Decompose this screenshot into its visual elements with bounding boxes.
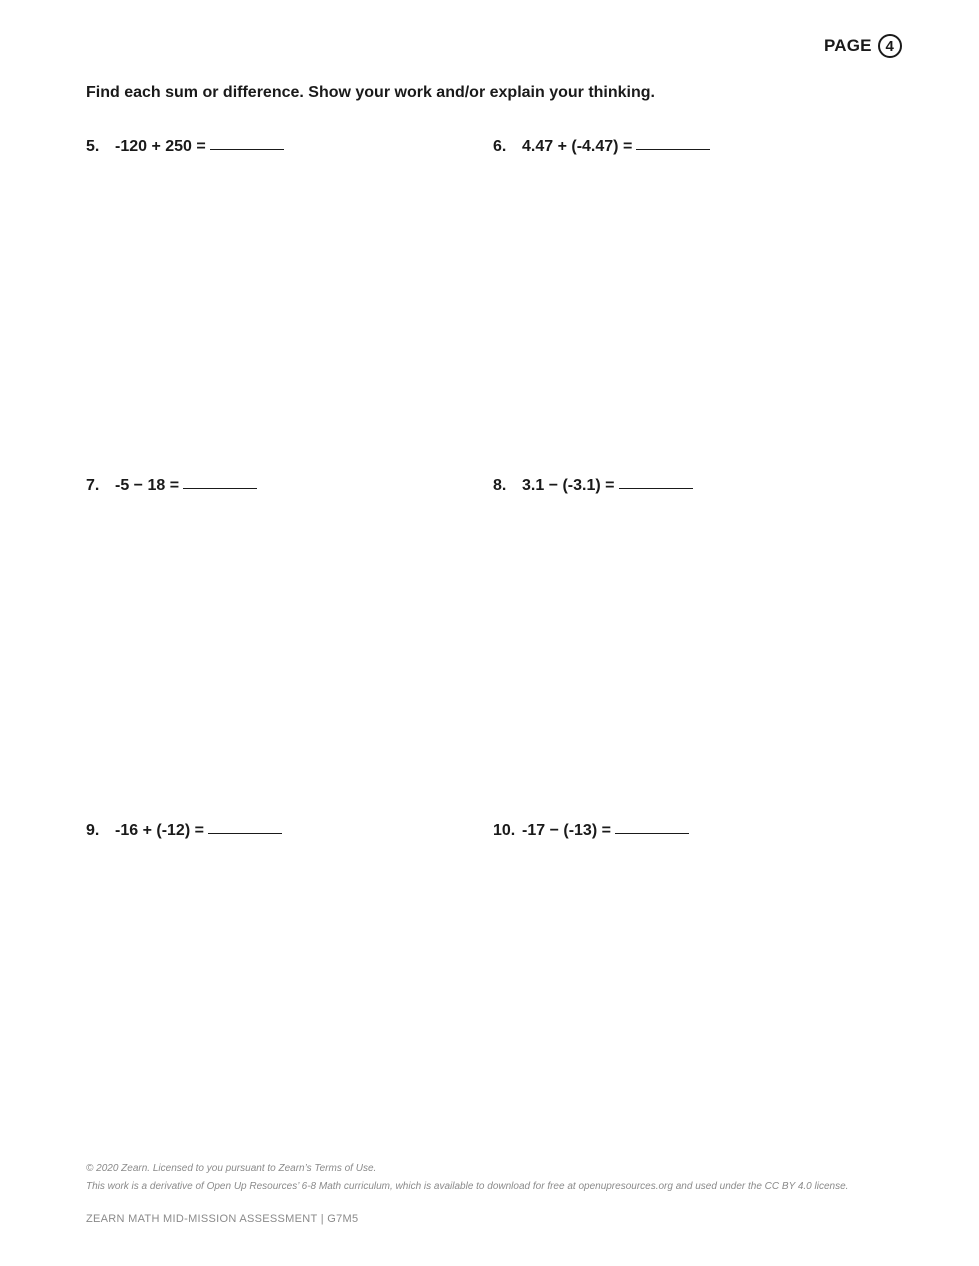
problem-10 [493,822,689,840]
problem-6 [493,138,710,156]
problem-number: 5. [86,138,100,155]
problem-expression: 3.1 − (-3.1) = [522,477,615,494]
answer-blank[interactable] [615,832,689,834]
problem-8 [493,477,693,495]
page-label-text: PAGE [824,36,872,55]
problem-expression: 4.47 + (-4.47) = [522,138,633,155]
problem-expression: -120 + 250 = [115,138,206,155]
page-number-badge: 4 [878,34,902,58]
problem-5 [86,138,284,156]
answer-blank[interactable] [210,148,284,150]
footer-assessment-title: ZEARN MATH MID-MISSION ASSESSMENT | G7M5 [86,1213,359,1225]
problem-expression: -17 − (-13) = [522,822,611,839]
footer-copyright: © 2020 Zearn. Licensed to you pursuant to Zearn’s Terms of Use. [86,1163,377,1174]
problem-9 [86,822,282,840]
problem-number: 8. [493,477,507,494]
problem-number: 9. [86,822,100,839]
footer-license: This work is a derivative of Open Up Resources’ 6-8 Math curriculum, which is available to download for free at openupresources.org and used under the CC BY 4.0 license. [86,1181,849,1192]
answer-blank[interactable] [208,832,282,834]
answer-blank[interactable] [636,148,710,150]
problem-expression: -5 − 18 = [115,477,180,494]
problem-7 [86,477,257,495]
instructions-text: Find each sum or difference. Show your work and/or explain your thinking. [86,84,655,101]
problem-number: 6. [493,138,507,155]
problem-number: 7. [86,477,100,494]
page-indicator [824,34,902,58]
problem-expression: -16 + (-12) = [115,822,204,839]
problem-number: 10. [493,822,516,839]
answer-blank[interactable] [183,487,257,489]
answer-blank[interactable] [619,487,693,489]
